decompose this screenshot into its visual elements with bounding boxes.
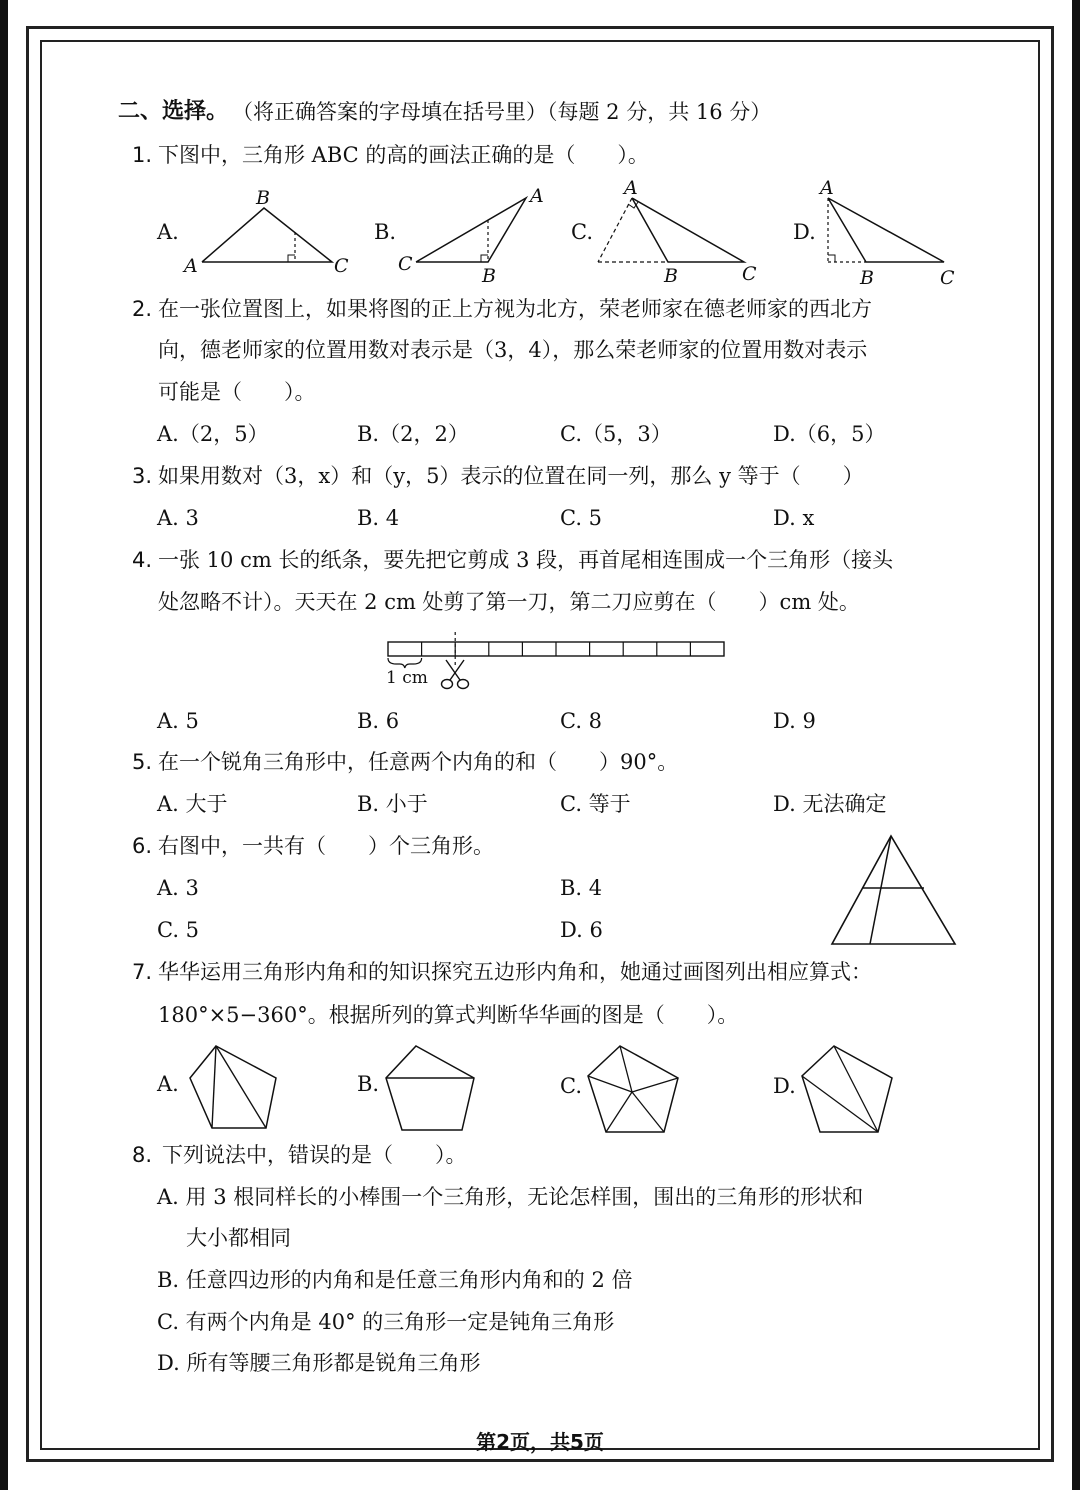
q5-option-c[interactable]: C. 等于	[560, 792, 631, 816]
q2-option-c[interactable]: C.（5，3）	[560, 422, 672, 446]
q1-triangle-d	[812, 176, 972, 289]
q6-option-a[interactable]: A. 3	[157, 876, 199, 900]
q4-line2: 处忽略不计）。天天在 2 cm 处剪了第一刀，第二刀应剪在（ ）cm 处。	[158, 590, 860, 614]
q3-number: 3.	[132, 464, 153, 488]
q8-text: 下列说法中，错误的是（ ）。	[162, 1143, 467, 1167]
section-note: （将正确答案的字母填在括号里）（每题 2 分，共 16 分）	[232, 100, 772, 124]
q2-line3: 可能是（ ）。	[158, 380, 316, 404]
q7-pentagon-d	[798, 1044, 898, 1136]
q8-option-c[interactable]: C. 有两个内角是 40° 的三角形一定是钝角三角形	[157, 1310, 615, 1334]
q7-option-d[interactable]: D.	[773, 1074, 796, 1098]
q2-line1: 在一张位置图上，如果将图的正上方视为北方，荣老师家在德老师家的西北方	[158, 297, 872, 321]
q1d-label-a: A	[820, 177, 834, 199]
q4-option-b[interactable]: B. 6	[357, 709, 400, 733]
scissors-icon	[438, 658, 472, 692]
q5-number: 5.	[132, 750, 153, 774]
q1c-label-b: B	[664, 265, 678, 287]
page-number-footer: 第2页，共5页	[476, 1430, 604, 1454]
q1c-label-a: A	[624, 177, 638, 199]
q5-option-d[interactable]: D. 无法确定	[773, 792, 887, 816]
q1-text: 下图中，三角形 ABC 的高的画法正确的是（ ）。	[158, 143, 649, 167]
scan-edge-left	[0, 0, 8, 1490]
q4-option-d[interactable]: D. 9	[773, 709, 816, 733]
q1a-label-a: A	[184, 255, 198, 277]
q3-text: 如果用数对（3，x）和（y，5）表示的位置在同一列，那么 y 等于（ ）	[158, 464, 864, 488]
q5-text: 在一个锐角三角形中，任意两个内角的和（ ）90°。	[158, 750, 679, 774]
q4-option-c[interactable]: C. 8	[560, 709, 603, 733]
q6-triangle-figure	[828, 832, 960, 948]
q7-pentagon-a	[184, 1044, 284, 1134]
section-title: 二、选择。	[118, 99, 229, 124]
q1d-label-b: B	[860, 267, 874, 289]
q1-triangle-b	[396, 184, 556, 287]
q3-option-c[interactable]: C. 5	[560, 506, 603, 530]
q7-option-c[interactable]: C.	[560, 1074, 582, 1098]
q1-option-c[interactable]: C.	[571, 220, 593, 244]
q8-option-a-line2[interactable]: 大小都相同	[186, 1226, 291, 1250]
q2-option-d[interactable]: D.（6，5）	[773, 422, 886, 446]
q4-line1: 一张 10 cm 长的纸条，要先把它剪成 3 段，再首尾相连围成一个三角形（接头	[158, 548, 894, 572]
q1b-label-b: B	[482, 265, 496, 287]
q7-number: 7.	[132, 960, 153, 984]
q1-triangle-c	[590, 176, 770, 286]
q7-line1: 华华运用三角形内角和的知识探究五边形内角和，她通过画图列出相应算式：	[158, 960, 872, 984]
q1-option-b[interactable]: B.	[374, 220, 397, 244]
q6-option-b[interactable]: B. 4	[560, 876, 603, 900]
q2-number: 2.	[132, 297, 153, 321]
q6-number: 6.	[132, 834, 153, 858]
q8-number: 8.	[132, 1143, 153, 1167]
q4-ruler-label: 1 cm	[386, 668, 428, 688]
q7-option-a[interactable]: A.	[157, 1072, 179, 1096]
q7-pentagon-c	[584, 1044, 684, 1136]
q6-option-c[interactable]: C. 5	[157, 918, 200, 942]
q3-option-a[interactable]: A. 3	[157, 506, 199, 530]
q1a-label-c: C	[334, 255, 349, 277]
q1-option-a[interactable]: A.	[157, 220, 179, 244]
q2-option-a[interactable]: A.（2，5）	[157, 422, 269, 446]
q1-number: 1.	[132, 143, 153, 167]
q1d-label-c: C	[940, 267, 955, 289]
q1a-label-b: B	[256, 187, 270, 209]
q4-number: 4.	[132, 548, 153, 572]
q1c-label-c: C	[742, 263, 757, 285]
q7-option-b[interactable]: B.	[357, 1072, 380, 1096]
q5-option-b[interactable]: B. 小于	[357, 792, 428, 816]
q1-option-d[interactable]: D.	[793, 220, 816, 244]
q1b-label-c: C	[398, 253, 413, 275]
q8-option-b[interactable]: B. 任意四边形的内角和是任意三角形内角和的 2 倍	[157, 1268, 633, 1292]
q8-option-a-line1[interactable]: A. 用 3 根同样长的小棒围一个三角形，无论怎样围，围出的三角形的形状和	[157, 1185, 864, 1209]
q7-line2: 180°×5−360°。根据所列的算式判断华华画的图是（ ）。	[158, 1003, 739, 1027]
q4-option-a[interactable]: A. 5	[157, 709, 199, 733]
q6-text: 右图中，一共有（ ）个三角形。	[158, 834, 494, 858]
q2-line2: 向，德老师家的位置用数对表示是（3，4），那么荣老师家的位置用数对表示	[158, 338, 868, 362]
q3-option-b[interactable]: B. 4	[357, 506, 400, 530]
q5-option-a[interactable]: A. 大于	[157, 792, 228, 816]
q3-option-d[interactable]: D. x	[773, 506, 815, 530]
q1b-label-a: A	[530, 185, 544, 207]
q1-triangle-a	[180, 188, 350, 278]
q8-option-d[interactable]: D. 所有等腰三角形都是锐角三角形	[157, 1351, 481, 1375]
q7-pentagon-b	[382, 1044, 482, 1134]
q6-option-d[interactable]: D. 6	[560, 918, 603, 942]
scan-edge-right	[1072, 0, 1080, 1490]
q2-option-b[interactable]: B.（2，2）	[357, 422, 469, 446]
